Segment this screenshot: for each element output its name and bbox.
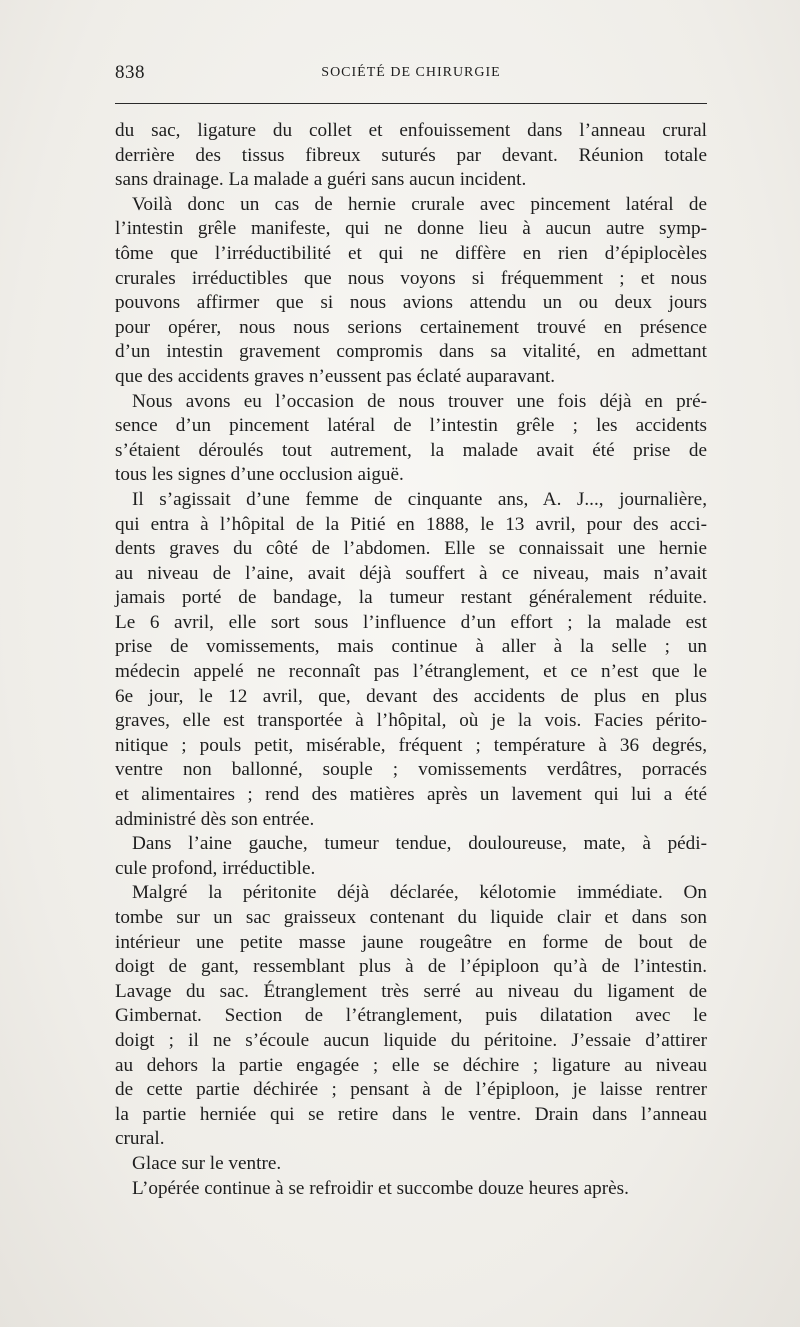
text-line: 6e jour, le 12 avril, que, devant des accidents de plus en plus	[115, 685, 707, 707]
text-line: nitique ; pouls petit, misérable, fréquent ; température à 36 degrés,	[115, 734, 707, 756]
text-line: sence d’un pincement latéral de l’intestin grêle ; les accidents	[115, 415, 707, 437]
text-line: doigt de gant, ressemblant plus à de l’épiploon qu’à de l’intestin.	[115, 956, 707, 978]
text-line: médecin appelé ne reconnaît pas l’étranglement, et ce n’est que le	[115, 661, 707, 683]
header-rule	[115, 103, 707, 104]
text-line: s’étaient déroulés tout autrement, la malade avait été prise de	[115, 439, 707, 461]
paragraph	[115, 1152, 707, 1177]
text-line: pouvons affirmer que si nous avions attendu un ou deux jours	[115, 292, 707, 314]
text-line: pour opérer, nous nous serions certainement trouvé en présence	[115, 316, 707, 338]
text-line: l’intestin grêle manifeste, qui ne donne lieu à aucun autre symp-	[115, 218, 707, 240]
text-line: derrière des tissus fibreux suturés par devant. Réunion totale	[115, 144, 707, 166]
text-line: administré dès son entrée.	[115, 808, 315, 830]
text-line: de cette partie déchirée ; pensant à de l’épiploon, je laisse rentrer	[115, 1079, 707, 1101]
text-line: tôme que l’irréductibilité et qui ne diffère en rien d’épiplocèles	[115, 242, 707, 264]
text-line: que des accidents graves n’eussent pas éclaté auparavant.	[115, 365, 556, 387]
text-line: ventre non ballonné, souple ; vomissements verdâtres, porracés	[115, 759, 707, 781]
page-number: 838	[115, 62, 145, 83]
text-line: Dans l’aine gauche, tumeur tendue, douloureuse, mate, à pédi-	[132, 833, 707, 855]
text-line: crural.	[115, 1128, 165, 1150]
paragraph	[115, 390, 707, 488]
text-line: L’opérée continue à se refroidir et succombe douze heures après.	[132, 1177, 629, 1199]
text-line: Il s’agissait d’une femme de cinquante ans, A. J..., journalière,	[132, 488, 707, 510]
text-line: Gimbernat. Section de l’étranglement, puis dilatation avec le	[115, 1005, 707, 1027]
text-line: dents graves du côté de l’abdomen. Elle se connaissait une hernie	[115, 538, 707, 560]
text-line: sans drainage. La malade a guéri sans aucun incident.	[115, 169, 527, 191]
text-line: Lavage du sac. Étranglement très serré au niveau du ligament de	[115, 980, 707, 1002]
paragraph	[115, 193, 707, 390]
paragraph	[115, 1177, 707, 1202]
text-line: intérieur une petite masse jaune rougeâtre en forme de bout de	[115, 931, 707, 953]
text-line: graves, elle est transportée à l’hôpital, où je la vois. Facies périto-	[115, 710, 707, 732]
text-line: du sac, ligature du collet et enfouissement dans l’anneau crural	[115, 120, 707, 141]
text-line: d’un intestin gravement compromis dans sa vitalité, en admettant	[115, 341, 707, 363]
paragraph	[115, 832, 707, 881]
text-line: crurales irréductibles que nous voyons si fréquemment ; et nous	[115, 267, 707, 289]
text-line: au dehors la partie engagée ; elle se déchire ; ligature au niveau	[115, 1054, 707, 1076]
text-line: et alimentaires ; rend des matières après un lavement qui lui a été	[115, 784, 707, 806]
paragraph	[115, 488, 707, 832]
text-line: Glace sur le ventre.	[132, 1152, 282, 1174]
body-text	[115, 119, 707, 1201]
paragraph	[115, 119, 707, 193]
text-line: qui entra à l’hôpital de la Pitié en 1888, le 13 avril, pour des acci-	[115, 513, 707, 535]
text-line: doigt ; il ne s’écoule aucun liquide du péritoine. J’essaie d’attirer	[115, 1029, 707, 1051]
text-line: cule profond, irréductible.	[115, 857, 316, 879]
text-line: tombe sur un sac graisseux contenant du liquide clair et dans son	[115, 907, 707, 928]
page-header	[115, 62, 707, 90]
text-line: jamais porté de bandage, la tumeur restant généralement réduite.	[115, 587, 707, 609]
running-title: SOCIÉTÉ DE CHIRURGIE	[321, 65, 501, 80]
text-line: Malgré la péritonite déjà déclarée, kélotomie immédiate. On	[132, 882, 707, 904]
text-line: Voilà donc un cas de hernie crurale avec pincement latéral de	[132, 193, 707, 215]
text-line: la partie herniée qui se retire dans le ventre. Drain dans l’anneau	[115, 1103, 707, 1125]
text-line: Nous avons eu l’occasion de nous trouver une fois déjà en pré-	[132, 390, 707, 412]
text-line: Le 6 avril, elle sort sous l’influence d’un effort ; la malade est	[115, 611, 707, 633]
text-line: tous les signes d’une occlusion aiguë.	[115, 464, 404, 486]
text-line: au niveau de l’aine, avait déjà souffert à ce niveau, mais n’avait	[115, 562, 707, 584]
paragraph	[115, 881, 707, 1152]
text-line: prise de vomissements, mais continue à aller à la selle ; un	[115, 636, 707, 658]
